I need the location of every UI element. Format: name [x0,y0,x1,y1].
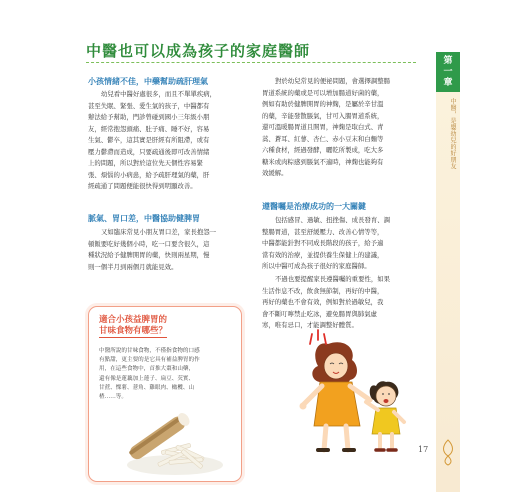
text-line: 辦法給予幫助，門診曾碰到國小三年級小朋 [88,113,210,121]
chapter-tab-body [436,92,460,492]
text-line: 又如臨床常見小朋友胃口差，家長抱怨一 [101,228,217,236]
text-line: 蒿、蒼耳、紅蓼、杏仁、赤小豆末和白麵等 [262,134,384,143]
section-body-doctor-advice [262,215,426,273]
title-divider [86,62,416,63]
tip-body [99,347,235,402]
chapter-char: 第 [443,55,453,66]
text-line: 還可溫暖腸胃道且開胃，神麴是取白式、青 [262,123,384,131]
text-line: 幼兒看中醫好處很多，而且不單單疾病， [101,90,217,98]
text-line: 整腸胃道，甚至舒緩壓力、改善心情等等， [262,227,384,236]
text-line: 中醫所說的甘味食物，不僅指食物的口感 [99,348,200,354]
mother-child-cartoon [298,326,416,456]
text-line: 所以中醫可成為孩子很好的家庭醫師。 [262,262,371,270]
text-line: 包括感冒、過敏、扭挫傷、成長發育、調 [275,216,391,224]
section-heading-stomach: 脈氣、胃口差，中醫協助健脾胃 [88,214,200,223]
section-heading-emotion: 小孩情緒不佳，中藥幫助疏肝理氣 [88,77,208,86]
text-line: 友，經常抱怨頭痛、肚子痛、睡不好，容易 [88,124,210,133]
text-line: 胃道系統的藥或是可以增加腸道好菌的藥， [262,88,384,97]
tip-box [88,306,242,482]
text-line: 生活作息不改，飲食無節制，再好的中醫， [262,286,384,295]
text-line: 的藥，辛能發散脹氣，甘可入腸胃道系統， [262,111,384,120]
text-line: 則一個半月到兩個月就能見效。 [88,262,178,271]
text-line: 上的問題，所以對於這位先天個性容易緊 [88,159,204,167]
text-line: 再好的藥也不會有效，例如對於過敏兒，我 [262,298,384,306]
section-body-doctor-advice-2 [262,274,426,332]
text-line: 楂……等。 [99,394,127,401]
text-line: 還有像是蓮藕加上蓮子、扁豆、芡實、 [99,375,195,382]
chapter-label [436,52,460,92]
text-line: 頓飯要吃好幾個小時，吃一口要含很久，這 [88,239,210,248]
text-line: 效緩解。 [262,169,288,177]
chapter-subtitle: 中醫，是嬰幼兒的好朋友 [449,98,456,170]
text-line: 壓力鬱滯而造成，只要疏通後即可改善情緒 [88,147,210,156]
page-title: 中醫也可以成為孩子的家庭醫師 [86,42,311,60]
chapter-char: 一 [443,66,453,77]
text-line: 中醫都能針對不同成長階段的孩子，給予適 [262,239,384,247]
section-heading-doctor-advice: 遵醫囑是治療成功的一大關鍵 [262,202,366,211]
text-line: 不過也要提醒家長遵醫囑的重要性，如果 [275,275,391,283]
yam-slices-illustration [117,407,227,477]
tip-title-line: 適合小孩益脾胃的 [99,315,168,325]
section-body-stomach [88,227,252,273]
text-line: 生氣、鬱卒，這其實是肝經有所阻滯，或有 [88,136,210,144]
text-line: 甚至失眠、緊張、愛生氣的孩子，中醫都有 [88,101,210,110]
text-line: 經疏通了問題便能很快得到明顯改善。 [88,182,197,190]
tip-title-line: 甘味食物有哪些？ [99,326,168,336]
text-line: 種狀況給予健脾開胃的藥，快則兩星期，慢 [88,251,210,259]
text-line: 六種食材，經過發酵，曬乾所製成，吃大多 [262,146,384,154]
text-line: 有點甜，更主要的是它具有補益脾胃的作 [99,357,200,364]
text-line: 用，在這些食物中，首推大棗和山藥， [99,366,195,373]
text-line: 寒，唯有忌口，才能調整好體質。 [262,321,358,329]
page-number: 17 [418,445,429,454]
flourish-ornament-icon [440,438,456,466]
chapter-tab [436,52,460,492]
section-body-constipation [262,76,426,180]
text-line: 對於幼兒常見的便祕問題，會選擇調整腸 [275,77,391,85]
text-line: 糖米或肉粽感到脹氣不適時，神麴也能夠有 [262,157,384,166]
text-line: 張、煩惱的小病患，給予疏肝理氣的藥，肝 [88,170,210,179]
text-line: 會不斷叮嚀禁止吃冰，避免腸胃與肺氣虛 [262,309,378,318]
tip-title [99,315,239,338]
text-line: 甘蔗、慄薯、薏角、雞眼肉、橄欖、山 [99,384,195,391]
text-line: 例如有助於健脾開胃的神麴，是屬於辛甘溫 [262,100,384,108]
chapter-char: 章 [443,77,453,88]
section-body-emotion [88,89,252,193]
text-line: 當有效的治療，並提供養生保健上的建議， [262,250,384,259]
